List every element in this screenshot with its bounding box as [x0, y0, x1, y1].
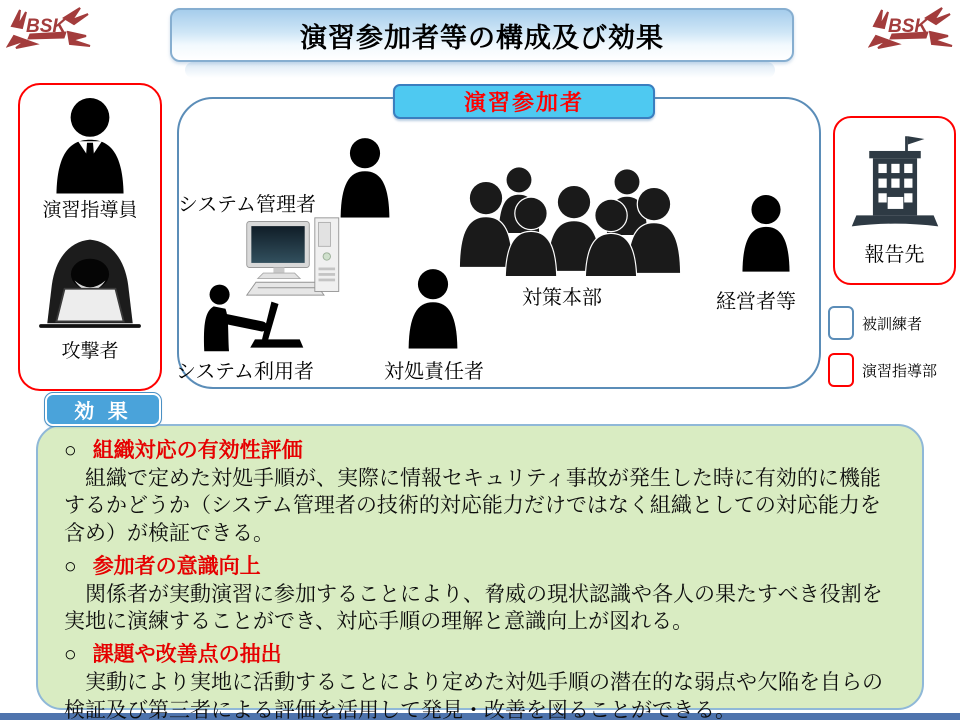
legend-instruction-dept-swatch: [828, 353, 854, 387]
legend-trainee: [828, 306, 922, 340]
legend-trainee-swatch: [828, 306, 854, 340]
executives-person-icon: [738, 192, 794, 273]
effect-body-2: 関係者が実動演習に参加することにより、脅威の現状認識や各人の果たすべき役割を実地に演練することができ、対応手順の理解と意識向上が図れる。: [64, 582, 883, 634]
effects-tag-label: 効 果: [74, 401, 132, 423]
effects-tag: [45, 393, 161, 426]
bullet-circle-icon: ○: [64, 643, 77, 667]
legend-instruction-dept-label: 演習指導部: [862, 362, 938, 380]
effect-body-1: 組織で定めた対処手順が、実際に情報セキュリティ事故が発生した時に有効的に機能するかどうか（システム管理者の技術的対応能力だけではなく組織としての対応能力を含め）が検証できる。: [64, 467, 881, 545]
bullet-circle-icon: ○: [64, 439, 77, 462]
instructor-person-icon: [49, 95, 131, 195]
effect-heading-2: ○ 参加者の意識向上: [64, 554, 261, 578]
system-admin-label: システム管理者: [178, 194, 316, 216]
legend-instruction-dept: [828, 353, 937, 387]
response-manager-label: 対処責任者: [384, 361, 484, 383]
attacker-hacker-icon: [34, 236, 146, 336]
svg-text:BSK: BSK: [888, 16, 929, 37]
legend-trainee-label: 被訓練者: [862, 315, 923, 333]
title-reflection: [185, 62, 775, 78]
participants-tab-label: 演習参加者: [463, 90, 584, 115]
system-user-laptop-icon: [196, 281, 308, 353]
effects-box: [36, 424, 924, 720]
effect-heading-3: ○ 課題や改善点の抽出: [64, 643, 282, 667]
effect-body-3: 実動により実地に活動することにより定めた対処手順の潜在的な弱点や欠陥を自らの検証及び第三者による評価を活用して発見・改善を図ることができる。: [64, 671, 883, 720]
bsk-logo-text: BSK: [26, 16, 67, 37]
attacker-label: 攻撃者: [61, 341, 119, 362]
instructor-panel: [18, 83, 162, 391]
report-building-icon: [849, 134, 941, 236]
slide-title-bar: [170, 8, 794, 62]
effect-heading-1: ○ 組織対応の有効性評価: [64, 439, 303, 462]
system-user-label: システム利用者: [176, 361, 314, 383]
response-manager-person-icon: [404, 266, 462, 350]
bullet-circle-icon: ○: [64, 554, 77, 578]
report-label: 報告先: [864, 244, 925, 266]
report-panel: [833, 116, 956, 285]
executives-label: 経営者等: [716, 291, 796, 313]
bsk-logo-left: [6, 6, 92, 52]
participants-tab: [393, 84, 655, 119]
instructor-label: 演習指導員: [42, 200, 138, 221]
system-admin-person-icon: [336, 134, 394, 220]
headquarters-label: 対策本部: [522, 287, 602, 309]
bsk-logo-right: [868, 6, 954, 52]
headquarters-group-icon: [455, 166, 687, 276]
slide-title: 演習参加者等の構成及び効果: [300, 22, 664, 53]
